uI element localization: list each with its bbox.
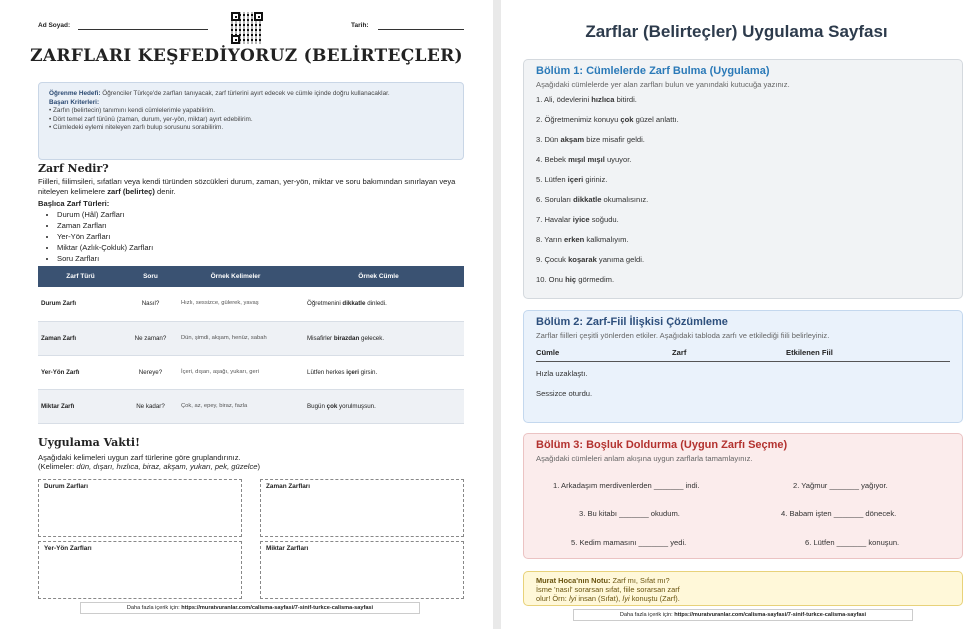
answer-box-zaman[interactable]: Zaman Zarfları (260, 479, 464, 537)
footer-link[interactable]: Daha fazla içerik için: https://muratvuranlar.com/calisma-sayfasi/7-sinif-turkce-calisma-sayfasi (573, 609, 913, 621)
section-title: Bölüm 1: Cümlelerde Zarf Bulma (Uygulama) (536, 65, 770, 77)
goal-text: Öğrenciler Türkçe'de zarfları tanıyacak, zarf türlerini ayırt edecek ve cümle içinde doğru kullanacaklar. (102, 90, 390, 97)
practice-heading: Uygulama Vakti! (38, 436, 140, 449)
table-header: Soru (123, 266, 178, 287)
sentence-row: 8. Yarın erken kalkmalıyım. (536, 235, 629, 244)
sentence-row: 9. Çocuk koşarak yanıma geldi. (536, 255, 645, 264)
criteria-item: • Zarfın (belirtecin) tanımını kendi cümlelerimle yapabilirim. (49, 107, 215, 115)
list-item: • Durum (Hâl) Zarfları (57, 209, 153, 220)
sentence-row: 6. Soruları dikkatle okumalısınız. (536, 195, 649, 204)
note-label: Murat Hoca'nın Notu: (536, 576, 611, 585)
footer-link[interactable]: Daha fazla içerik için: https://muratvuranlar.com/calisma-sayfasi/7-sinif-turkce-calisma-sayfasi (80, 602, 420, 614)
section-instructions: Aşağıdaki cümlelerde yer alan zarfları bulun ve yanındaki kutucuğa yazınız. (536, 80, 790, 89)
date-line (378, 29, 464, 30)
fill-blank-item[interactable]: 1. Arkadaşım merdivenlerden _______ indi. (553, 481, 700, 490)
criteria-item: • Cümledeki eylemi niteleyen zarfı bulup sorusunu sorabilirim. (49, 124, 224, 132)
list-item: • Soru Zarfları (57, 253, 153, 264)
fill-blank-item[interactable]: 4. Babam işten _______ dönecek. (781, 509, 897, 518)
sentence-row: 1. Ali, ödevlerini hızlıca bitirdi. (536, 95, 637, 104)
table-header: Örnek Cümle (293, 266, 464, 287)
sentence-row: 10. Onu hiç görmedim. (536, 275, 615, 284)
section-2 (523, 310, 963, 423)
section-heading: Zarf Nedir? (38, 162, 109, 175)
name-label: Ad Soyad: (38, 22, 71, 29)
section-title: Bölüm 3: Boşluk Doldurma (Uygun Zarfı Seçme) (536, 439, 788, 451)
page-title: ZARFLARI KEŞFEDİYORUZ (BELİRTEÇLER) (30, 46, 463, 66)
fill-blank-item[interactable]: 3. Bu kitabı _______ okudum. (579, 509, 680, 518)
worksheet-page-2 (501, 0, 972, 629)
types-heading: Başlıca Zarf Türleri: (38, 199, 110, 208)
list-item: • Yer-Yön Zarfları (57, 231, 153, 242)
adverb-types-table (38, 266, 464, 424)
sentence-row: 2. Öğretmenimiz konuyu çok güzel anlattı. (536, 115, 679, 124)
criteria-label: Başarı Kriterleri: (49, 98, 100, 106)
sentence-row: 4. Bebek mışıl mışıl uyuyor. (536, 155, 632, 164)
table-row: Sessizce oturdu. (536, 389, 593, 398)
definition-text: Fiilleri, fiilimsileri, sıfatları veya kendi türünden sözcükleri durum, zaman, yer-yön, miktar ve soru bakımından sınırlayan veya niteleyen kelimelere zarf (belirteç) denir. (38, 177, 456, 197)
section-instructions: Aşağıdaki cümleleri anlam akışına uygun zarflarla tamamlayınız. (536, 454, 753, 463)
teacher-note: Murat Hoca'nın Notu: Zarf mı, Sıfat mı? İsme 'nasıl' sorarsan sıfat, fiile sorarsan zarf olur! Örn: İyi insan (Sıfat), İyi konuştu (Zarf). (523, 571, 963, 606)
goal-label: Öğrenme Hedefi: (49, 90, 101, 97)
answer-box-yer-yon[interactable]: Yer-Yön Zarfları (38, 541, 242, 599)
table-row: Miktar Zarfı Ne kadar? Çok, az, epey, biraz, fazla Bugün çok yorulmuşsun. (38, 389, 464, 423)
table-row: Hızla uzaklaştı. (536, 369, 588, 378)
types-list (45, 209, 153, 264)
table-row: Yer-Yön Zarfı Nereye? İçeri, dışarı, aşağı, yukarı, geri Lütfen herkes içeri girsin. (38, 355, 464, 389)
table-row: Zaman Zarfı Ne zaman? Dün, şimdi, akşam, henüz, sabah Misafirler birazdan gelecek. (38, 321, 464, 355)
criteria-item: • Dört temel zarf türünü (zaman, durum, yer-yön, miktar) ayırt edebilirim. (49, 115, 253, 123)
analysis-table-header: Cümle Zarf Etkilenen Fiil (536, 348, 950, 362)
table-row: Durum Zarfı Nasıl? Hızlı, sessizce, gülerek, yavaş Öğretmenini dikkatle dinledi. (38, 287, 464, 321)
fill-blank-item[interactable]: 5. Kedim mamasını _______ yedi. (571, 538, 687, 547)
fill-blank-item[interactable]: 2. Yağmur _______ yağıyor. (793, 481, 888, 490)
list-item: • Zaman Zarfları (57, 220, 153, 231)
page-title: Zarflar (Belirteçler) Uygulama Sayfası (585, 22, 888, 41)
section-1 (523, 59, 963, 299)
answer-box-durum[interactable]: Durum Zarfları (38, 479, 242, 537)
sentence-row: 5. Lütfen içeri giriniz. (536, 175, 608, 184)
section-title: Bölüm 2: Zarf-Fiil İlişkisi Çözümleme (536, 316, 728, 328)
name-line (78, 29, 208, 30)
sentence-row: 7. Havalar iyice soğudu. (536, 215, 619, 224)
table-header: Zarf Türü (38, 266, 123, 287)
answer-box-miktar[interactable]: Miktar Zarfları (260, 541, 464, 599)
practice-words: (Kelimeler: dün, dışarı, hızlıca, biraz, akşam, yukarı, pek, güzelce) (38, 462, 261, 471)
table-header: Örnek Kelimeler (178, 266, 293, 287)
sentence-row: 3. Dün akşam bize misafir geldi. (536, 135, 645, 144)
fill-blank-item[interactable]: 6. Lütfen _______ konuşun. (805, 538, 900, 547)
date-label: Tarih: (351, 22, 369, 29)
section-instructions: Zarflar fiilleri çeşitli yönlerden etkiler. Aşağıdaki tabloda zarfı ve etkilediği fiili belirleyiniz. (536, 331, 830, 340)
list-item: • Miktar (Azlık-Çokluk) Zarfları (57, 242, 153, 253)
practice-text: Aşağıdaki kelimeleri uygun zarf türlerine göre gruplandırınız. (38, 453, 241, 462)
learning-goal-box (38, 82, 464, 160)
